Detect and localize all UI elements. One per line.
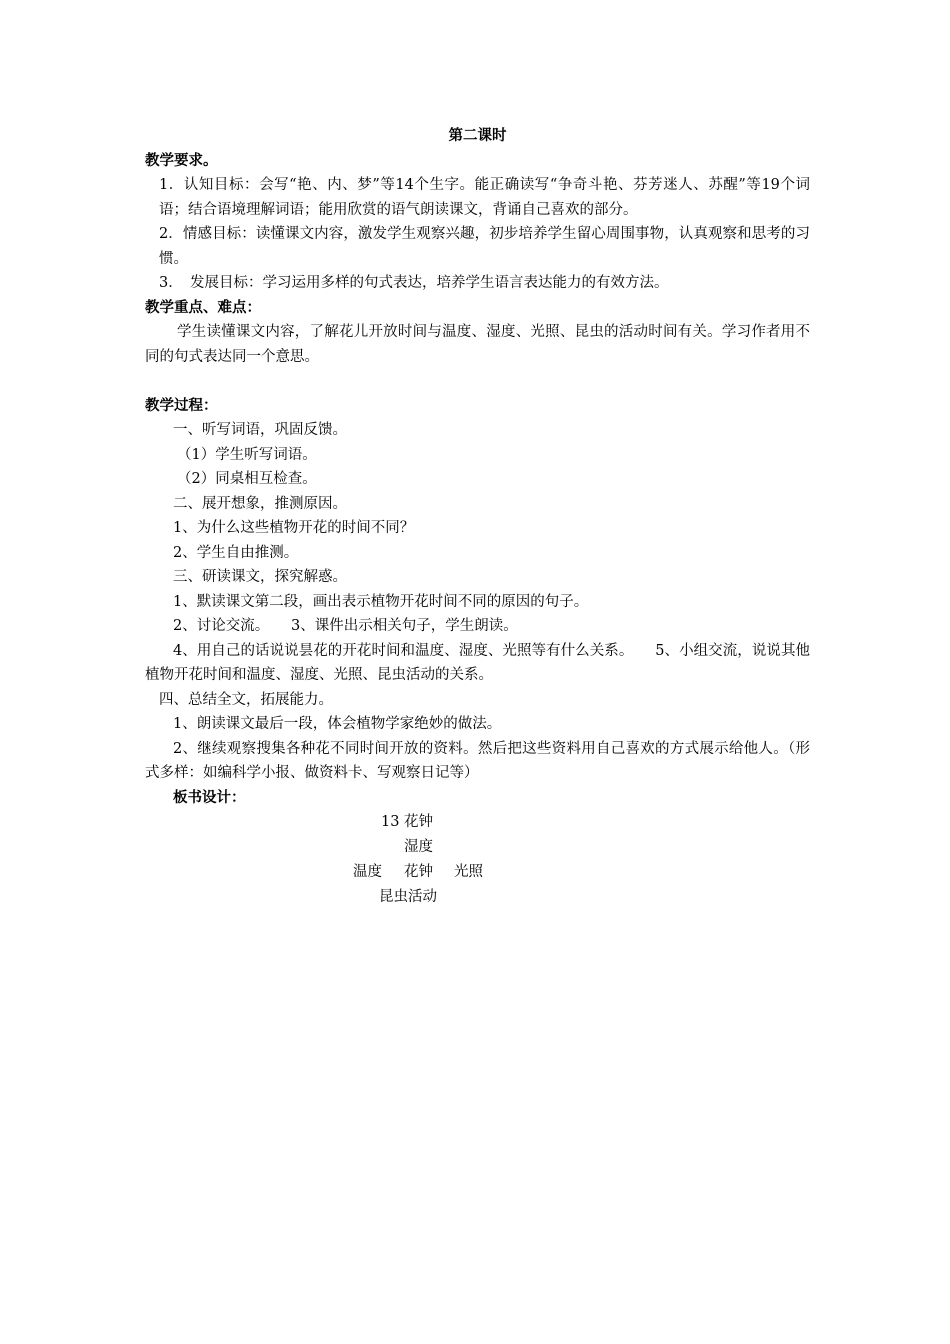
process-step-3b: 2、讨论交流。 3、课件出示相关句子，学生朗读。	[173, 618, 518, 634]
requirements-heading: 教学要求。	[145, 152, 218, 169]
board-center: 花钟	[404, 864, 433, 880]
board-right: 光照	[454, 864, 483, 880]
board-design	[145, 810, 810, 910]
process-step-4b: 2、继续观察搜集各种花不同时间开放的资料。然后把这些资料用自己喜欢的方式展示给他人。（形式多样：如编科学小报、做资料卡、写观察日记等）	[145, 740, 810, 781]
key-points-heading: 教学重点、难点：	[145, 299, 261, 316]
process-step-1a: （1）学生听写词语。	[177, 446, 317, 463]
process-step-3a: 1、默读课文第二段，画出表示植物开花时间不同的原因的句子。	[173, 593, 589, 610]
process-step-1b: （2）同桌相互检查。	[177, 471, 317, 487]
process-step-2b: 2、学生自由推测。	[173, 544, 299, 561]
process-step-3c: 4、用自己的话说说昙花的开花时间和温度、湿度、光照等有什么关系。 5、小组交流，说说其他植物开花时间和温度、湿度、光照、昆虫活动的关系。	[145, 642, 810, 683]
process-step-1: 一、听写词语，巩固反馈。	[173, 422, 347, 438]
requirement-item-2: 2．情感目标：读懂课文内容，激发学生观察兴趣，初步培养学生留心周围事物，认真观察和思考的习惯。	[159, 226, 810, 267]
board-bottom: 昆虫活动	[379, 889, 437, 905]
page-title: 第二课时	[448, 128, 507, 144]
process-step-3: 三、研读课文，探究解惑。	[173, 569, 347, 585]
process-step-2a: 1、为什么这些植物开花的时间不同？	[173, 520, 415, 536]
board-heading: 板书设计：	[173, 789, 246, 806]
key-points-text: 学生读懂课文内容，了解花儿开放时间与温度、湿度、光照、昆虫的活动时间有关。学习作者用不同的句式表达同一个意思。	[145, 324, 810, 365]
document-page	[145, 124, 810, 910]
process-heading: 教学过程：	[145, 397, 218, 414]
requirement-item-3: 3． 发展目标：学习运用多样的句式表达，培养学生语言表达能力的有效方法。	[159, 275, 669, 291]
spacer	[145, 369, 810, 394]
process-step-4a: 1、朗读课文最后一段，体会植物学家绝妙的做法。	[173, 716, 502, 732]
process-step-4: 四、总结全文，拓展能力。	[159, 691, 333, 708]
board-left: 温度	[353, 864, 382, 880]
requirement-item-1: 1．认知目标：会写“艳、内、梦”等14个生字。能正确读写“争奇斗艳、芬芳迷人、苏醒”等19个词语；结合语境理解词语；能用欣赏的语气朗读课文，背诵自己喜欢的部分。	[159, 177, 810, 218]
board-top: 湿度	[404, 839, 433, 855]
board-title: 13 花钟	[381, 814, 434, 830]
process-step-2: 二、展开想象，推测原因。	[173, 495, 347, 512]
